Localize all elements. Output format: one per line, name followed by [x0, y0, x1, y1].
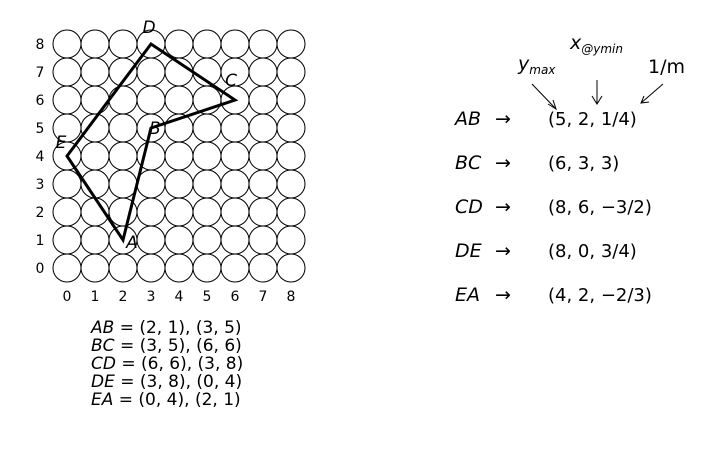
- grid-pixel-circle: [137, 198, 165, 226]
- y-tick-label: 0: [35, 261, 45, 277]
- table-arrow-icon: →: [495, 152, 511, 174]
- grid-pixel-circle: [81, 226, 109, 254]
- vertex-label-b: B: [149, 119, 161, 139]
- vertex-label-a: A: [126, 233, 138, 253]
- slope-header: 1/m: [648, 56, 685, 78]
- table-edge-value: (8, 0, 3/4): [548, 241, 637, 262]
- grid-pixel-circle: [249, 226, 277, 254]
- table-arrow-icon: →: [495, 284, 511, 306]
- pixel-grid: [53, 30, 305, 282]
- y-tick-label: 8: [35, 37, 45, 53]
- grid-pixel-circle: [193, 226, 221, 254]
- grid-pixel-circle: [249, 114, 277, 142]
- edge-coords: = (3, 8), (0, 4): [114, 372, 243, 392]
- edge-coords: = (3, 5), (6, 6): [114, 336, 242, 356]
- x-tick-label: 3: [146, 289, 156, 305]
- grid-pixel-circle: [109, 142, 137, 170]
- y-tick-label: 4: [35, 149, 45, 165]
- edge-list-row: [91, 336, 242, 356]
- grid-pixel-circle: [193, 254, 221, 282]
- grid-pixel-circle: [221, 142, 249, 170]
- x-tick-label: 4: [174, 289, 184, 305]
- x-tick-label: 7: [258, 289, 268, 305]
- grid-pixel-circle: [53, 30, 81, 58]
- grid-pixel-circle: [137, 86, 165, 114]
- table-edge-value: (8, 6, −3/2): [548, 197, 652, 218]
- y-tick-label: 6: [35, 93, 45, 109]
- grid-pixel-circle: [249, 254, 277, 282]
- grid-pixel-circle: [249, 170, 277, 198]
- edge-list-row: [91, 390, 241, 410]
- edge-coords: = (0, 4), (2, 1): [113, 390, 241, 410]
- vertex-label-c: C: [225, 71, 237, 91]
- grid-pixel-circle: [221, 198, 249, 226]
- y-tick-label: 2: [35, 205, 45, 221]
- grid-pixel-circle: [277, 142, 305, 170]
- table-arrow-icon: →: [495, 240, 511, 262]
- grid-pixel-circle: [53, 198, 81, 226]
- grid-pixel-circle: [277, 86, 305, 114]
- y-tick-label: 5: [35, 121, 45, 137]
- grid-pixel-circle: [53, 226, 81, 254]
- grid-pixel-circle: [277, 170, 305, 198]
- grid-pixel-circle: [53, 58, 81, 86]
- edge-list-row: [91, 354, 243, 374]
- grid-pixel-circle: [277, 254, 305, 282]
- grid-pixel-circle: [137, 170, 165, 198]
- table-arrow-icon: →: [495, 196, 511, 218]
- x-tick-label: 0: [62, 289, 72, 305]
- xymin-header: $x_{@ymin}$: [570, 32, 623, 56]
- table-headers: [517, 32, 685, 109]
- grid-pixel-circle: [165, 30, 193, 58]
- x-tick-label: 5: [202, 289, 212, 305]
- edge-list-row: [91, 372, 242, 392]
- grid-pixel-circle: [193, 198, 221, 226]
- vertex-label-e: E: [55, 133, 67, 153]
- x-tick-label: 2: [118, 289, 128, 305]
- grid-pixel-circle: [165, 226, 193, 254]
- table-edge-value: (5, 2, 1/4): [548, 109, 637, 130]
- ymax-pointer-arrow: [532, 84, 556, 109]
- grid-pixel-circle: [81, 58, 109, 86]
- grid-pixel-circle: [193, 170, 221, 198]
- table-edge-name: EA: [455, 284, 481, 306]
- table-edge-name: BC: [455, 152, 482, 174]
- x-tick-label: 6: [230, 289, 240, 305]
- grid-pixel-circle: [193, 114, 221, 142]
- grid-pixel-circle: [221, 226, 249, 254]
- grid-pixel-circle: [277, 114, 305, 142]
- grid-pixel-circle: [53, 170, 81, 198]
- grid-pixel-circle: [81, 30, 109, 58]
- grid-pixel-circle: [193, 142, 221, 170]
- grid-pixel-circle: [165, 254, 193, 282]
- grid-pixel-circle: [249, 198, 277, 226]
- grid-pixel-circle: [249, 30, 277, 58]
- grid-pixel-circle: [109, 86, 137, 114]
- vertex-label-d: D: [142, 18, 156, 38]
- grid-pixel-circle: [81, 86, 109, 114]
- edge-name: EA: [91, 390, 114, 410]
- edge-coords: = (2, 1), (3, 5): [114, 318, 242, 338]
- table-edge-name: CD: [455, 196, 483, 218]
- grid-pixel-circle: [109, 114, 137, 142]
- edge-table: [453, 108, 652, 306]
- edge-name: DE: [91, 372, 115, 392]
- y-tick-label: 3: [35, 177, 45, 193]
- grid-pixel-circle: [277, 30, 305, 58]
- grid-pixel-circle: [165, 142, 193, 170]
- grid-pixel-circle: [165, 86, 193, 114]
- table-edge-name: AB: [455, 108, 482, 130]
- grid-pixel-circle: [81, 142, 109, 170]
- edge-coords: = (6, 6), (3, 8): [115, 354, 244, 374]
- grid-pixel-circle: [221, 30, 249, 58]
- table-edge-value: (6, 3, 3): [548, 153, 620, 174]
- grid-pixel-circle: [81, 254, 109, 282]
- y-tick-label: 7: [35, 65, 45, 81]
- grid-pixel-circle: [193, 30, 221, 58]
- edge-name: CD: [91, 354, 116, 374]
- grid-pixel-circle: [137, 58, 165, 86]
- grid-pixel-circle: [165, 170, 193, 198]
- table-edge-name: DE: [455, 240, 482, 262]
- grid-pixel-circle: [249, 86, 277, 114]
- grid-pixel-circle: [137, 254, 165, 282]
- grid-pixel-circle: [277, 198, 305, 226]
- grid-pixel-circle: [221, 170, 249, 198]
- y-axis-ticks: [36, 37, 45, 277]
- grid-pixel-circle: [249, 142, 277, 170]
- edge-name: AB: [91, 318, 115, 338]
- grid-pixel-circle: [249, 58, 277, 86]
- grid-pixel-circle: [277, 58, 305, 86]
- grid-pixel-circle: [165, 198, 193, 226]
- table-edge-value: (4, 2, −2/3): [548, 285, 652, 306]
- y-tick-label: 1: [35, 233, 45, 249]
- grid-pixel-circle: [109, 254, 137, 282]
- ymax-header: $y_{max}$: [518, 53, 556, 77]
- grid-pixel-circle: [109, 30, 137, 58]
- x-tick-label: 1: [90, 289, 100, 305]
- edge-list-row: [90, 318, 242, 338]
- edge-name: BC: [91, 336, 115, 356]
- grid-pixel-circle: [221, 254, 249, 282]
- grid-pixel-circle: [109, 170, 137, 198]
- slope-pointer-arrow: [641, 84, 663, 103]
- x-axis-ticks: [63, 289, 296, 305]
- grid-pixel-circle: [53, 86, 81, 114]
- grid-pixel-circle: [221, 114, 249, 142]
- grid-pixel-circle: [277, 226, 305, 254]
- table-arrow-icon: →: [495, 108, 511, 130]
- edge-coordinate-list: [90, 318, 243, 410]
- x-tick-label: 8: [286, 289, 296, 305]
- grid-pixel-circle: [137, 226, 165, 254]
- grid-pixel-circle: [53, 254, 81, 282]
